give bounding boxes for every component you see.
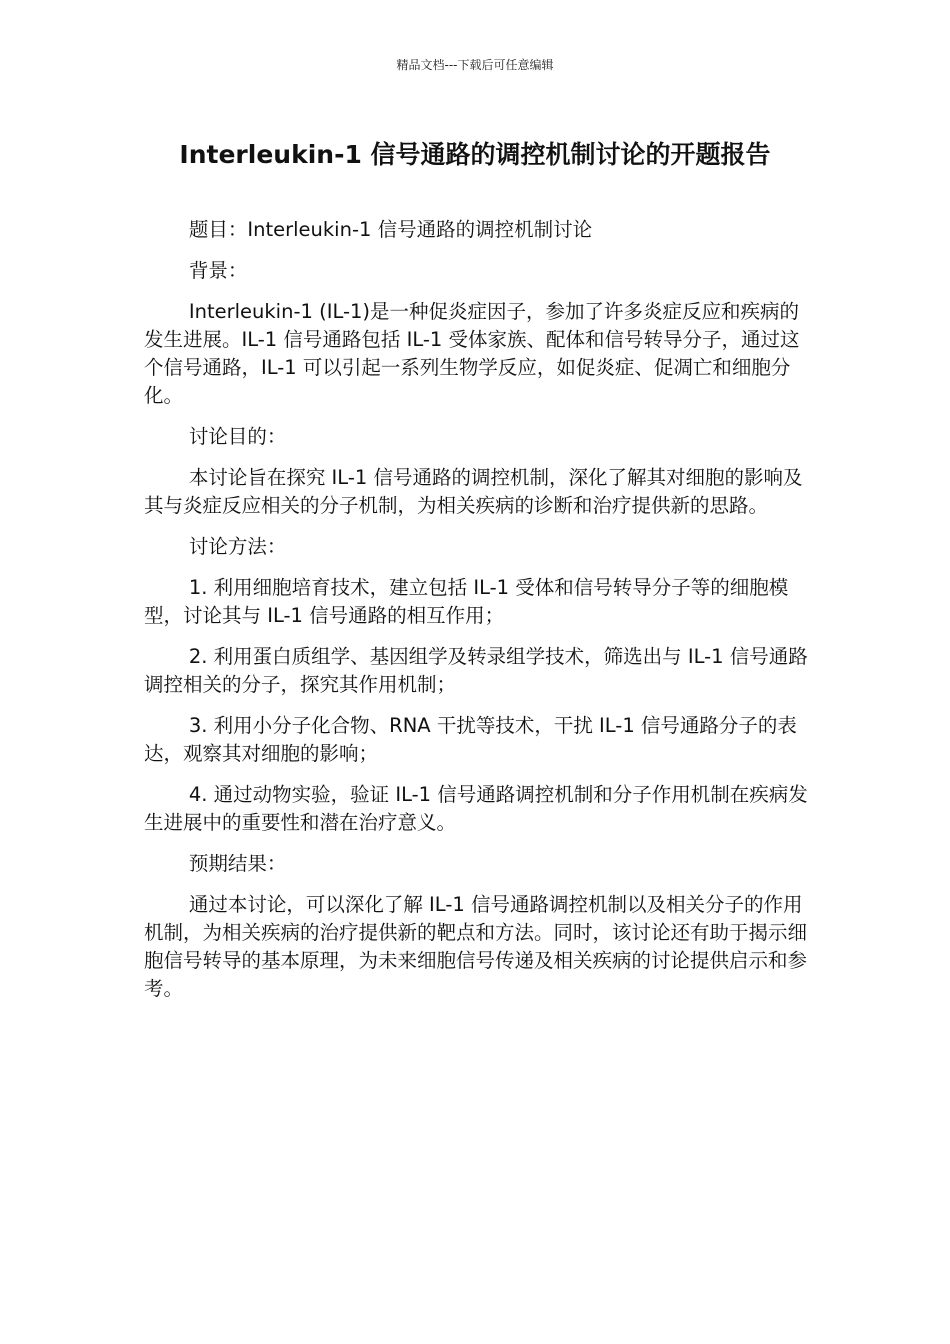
page-header-note: 精品文档---下载后可任意编辑	[396, 58, 554, 72]
section-heading-expected-results: 预期结果：	[188, 852, 287, 875]
background-paragraph: Interleukin-1 (IL-1)是一种促炎症因子，参加了许多炎症反应和疾病的发生进展。IL-1 信号通路包括 IL-1 受体家族、配体和信号转导分子，通过这个信号通路，IL-1 可以引起一系列生物学反应，如促炎症、促凋亡和细胞分化。	[144, 300, 800, 407]
topic-line: 题目：Interleukin-1 信号通路的调控机制讨论	[188, 218, 593, 241]
section-heading-purpose: 讨论目的：	[188, 425, 287, 448]
method-item-1: 1. 利用细胞培育技术，建立包括 IL-1 受体和信号转导分子等的细胞模型，讨论其与 IL-1 信号通路的相互作用；	[144, 576, 789, 627]
purpose-paragraph: 本讨论旨在探究 IL-1 信号通路的调控机制，深化了解其对细胞的影响及其与炎症反应相关的分子机制，为相关疾病的诊断和治疗提供新的思路。	[144, 466, 803, 517]
document-title: Interleukin-1 信号通路的调控机制讨论的开题报告	[179, 140, 771, 169]
document-body	[144, 216, 808, 1016]
method-item-4: 4. 通过动物实验，验证 IL-1 信号通路调控机制和分子作用机制在疾病发生进展中的重要性和潜在治疗意义。	[144, 783, 808, 834]
section-heading-background: 背景：	[188, 259, 248, 282]
section-heading-methods: 讨论方法：	[188, 535, 287, 558]
expected-results-paragraph: 通过本讨论，可以深化了解 IL-1 信号通路调控机制以及相关分子的作用机制，为相关疾病的治疗提供新的靶点和方法。同时，该讨论还有助于揭示细胞信号转导的基本原理，为未来细胞信号传递及相关疾病的讨论提供启示和参考。	[144, 893, 808, 1000]
method-item-3: 3. 利用小分子化合物、RNA 干扰等技术，干扰 IL-1 信号通路分子的表达，观察其对细胞的影响；	[144, 714, 797, 765]
method-item-2: 2. 利用蛋白质组学、基因组学及转录组学技术，筛选出与 IL-1 信号通路调控相关的分子，探究其作用机制；	[144, 645, 808, 696]
